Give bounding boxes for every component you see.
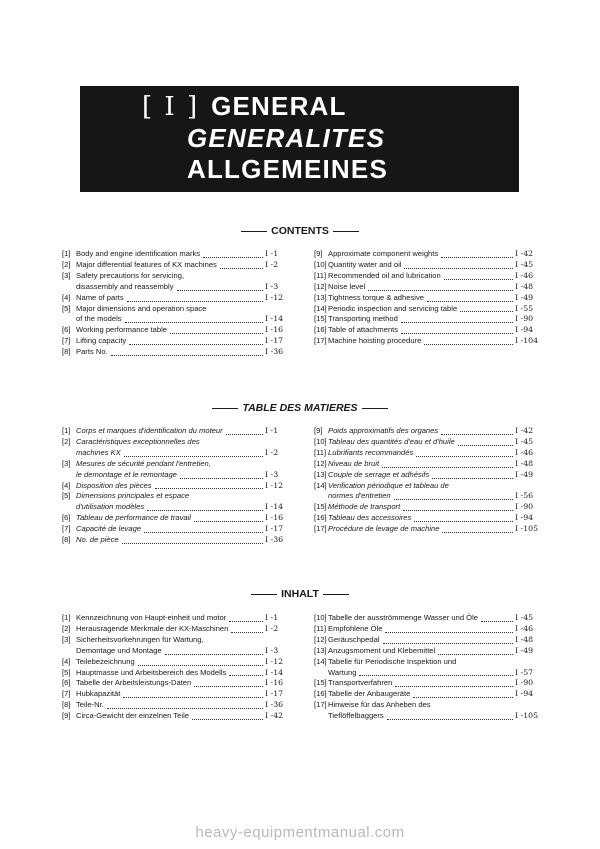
toc-entry-title: Niveau de bruit xyxy=(328,458,380,468)
toc-entry xyxy=(62,293,292,304)
toc-entry-number: [1] xyxy=(62,249,71,258)
toc-entry xyxy=(314,513,542,524)
toc-entry-number: [14] xyxy=(314,480,327,490)
toc-entry-page: I -2 xyxy=(265,623,279,633)
toc-entry-number: [4] xyxy=(62,480,71,490)
toc-entry-number: [2] xyxy=(62,623,71,633)
leader-dots xyxy=(170,332,263,334)
leader-dots xyxy=(144,531,263,533)
leader-dots xyxy=(192,718,263,720)
table-des-matieres-left-column xyxy=(62,426,292,546)
leader-dots xyxy=(177,289,264,291)
leader-dots xyxy=(460,310,513,312)
toc-entry-page: I -1 xyxy=(265,249,279,258)
toc-entry xyxy=(62,678,292,689)
toc-entry-number: [5] xyxy=(62,491,71,501)
leader-dots xyxy=(432,477,513,479)
toc-entry-number: [15] xyxy=(314,314,327,324)
toc-entry xyxy=(62,336,292,347)
toc-entry-page: I -48 xyxy=(515,634,534,644)
toc-entry xyxy=(314,282,542,293)
toc-entry-title: Tieflöffelbaggers xyxy=(328,711,384,721)
toc-entry xyxy=(314,711,542,722)
toc-entry xyxy=(62,524,292,535)
toc-entry-number: [9] xyxy=(314,426,323,435)
toc-entry-number: [6] xyxy=(62,513,71,523)
toc-entry-number: [14] xyxy=(314,656,327,666)
leader-dots xyxy=(229,620,263,622)
toc-entry-number: [6] xyxy=(62,678,71,688)
toc-entry-title: Disposition des pièces xyxy=(76,480,152,490)
toc-entry xyxy=(62,635,292,646)
toc-entry-number: [8] xyxy=(62,700,71,710)
leader-dots xyxy=(229,674,263,676)
leader-dots xyxy=(427,300,513,302)
toc-entry-page: I -57 xyxy=(515,667,534,677)
toc-entry-page: I -17 xyxy=(265,336,284,346)
toc-entry xyxy=(314,524,542,535)
toc-entry-title: Anzugsmoment und Klebemittel xyxy=(328,645,436,655)
toc-entry-title: Teilebezeichnung xyxy=(76,656,135,666)
toc-entry-page: I -1 xyxy=(265,426,279,435)
toc-entry-page: I -90 xyxy=(515,678,534,688)
banner-line-english xyxy=(142,91,519,123)
toc-entry xyxy=(62,502,292,513)
leader-dots xyxy=(382,466,513,468)
toc-entry xyxy=(314,668,542,679)
toc-entry xyxy=(62,448,292,459)
toc-entry xyxy=(314,260,542,271)
toc-entry-number: [9] xyxy=(314,249,323,258)
toc-entry xyxy=(314,336,542,347)
chapter-banner xyxy=(80,86,519,192)
toc-entry-title: Transportverfahren xyxy=(328,678,393,688)
toc-entry xyxy=(62,624,292,635)
leader-dots xyxy=(129,343,263,345)
leader-dots xyxy=(124,455,263,457)
leader-dots xyxy=(444,278,513,280)
toc-entry xyxy=(314,678,542,689)
leader-dots xyxy=(404,267,513,269)
leader-dots xyxy=(401,321,513,323)
leader-dots xyxy=(424,343,513,345)
toc-entry-number: [6] xyxy=(62,325,71,335)
toc-entry xyxy=(62,260,292,271)
toc-entry-title: Caractéristiques exceptionnelles des xyxy=(76,436,200,446)
toc-entry-number: [11] xyxy=(314,270,327,280)
toc-entry-number: [8] xyxy=(62,535,71,545)
toc-entry xyxy=(314,470,542,481)
toc-entry-number: [5] xyxy=(62,667,71,677)
toc-entry-number: [3] xyxy=(62,270,71,280)
toc-entry xyxy=(314,249,542,260)
toc-entry-page: I -90 xyxy=(515,502,534,512)
leader-dots xyxy=(441,256,513,258)
toc-entry-title: Kennzeichnung von Haupt-einheit und motor xyxy=(76,613,227,622)
toc-entry-title: Periodic inspection and servicing table xyxy=(328,303,458,313)
toc-entry-number: [10] xyxy=(314,613,327,622)
toc-entry-page: I -16 xyxy=(265,513,284,523)
leader-dots xyxy=(368,289,513,291)
toc-entry-title: disassembly and reassembly xyxy=(76,281,174,291)
leader-dots xyxy=(401,332,513,334)
leader-dots xyxy=(383,642,513,644)
toc-entry xyxy=(314,700,542,711)
leader-dots xyxy=(413,696,513,698)
toc-entry-number: [12] xyxy=(314,458,327,468)
toc-entry-number: [11] xyxy=(314,447,327,457)
leader-dots xyxy=(123,696,263,698)
toc-entry xyxy=(62,657,292,668)
leader-dots xyxy=(122,542,263,544)
toc-entry xyxy=(62,689,292,700)
toc-entry-number: [12] xyxy=(314,634,327,644)
toc-entry-number: [16] xyxy=(314,513,327,523)
toc-entry-title: Poids approximatifs des organes xyxy=(328,426,439,435)
toc-entry-title: Approximate component weights xyxy=(328,249,439,258)
toc-entry-page: I -105 xyxy=(515,524,539,534)
toc-entry-title: Tabelle der Arbeitsleistungs-Daten xyxy=(76,678,192,688)
toc-entry xyxy=(62,304,292,315)
toc-entry xyxy=(314,293,542,304)
toc-entry-page: I -12 xyxy=(265,292,284,302)
toc-entry-number: [15] xyxy=(314,502,327,512)
toc-entry-title: Mesures de sécurité pendant l'entretien, xyxy=(76,458,211,468)
toc-entry-title: Tableau des quantités d'eau et d'huile xyxy=(328,436,455,446)
toc-entry-page: I -94 xyxy=(515,325,534,335)
toc-entry xyxy=(314,613,542,624)
toc-entry-title: Body and engine identification marks xyxy=(76,249,201,258)
toc-entry-number: [13] xyxy=(314,645,327,655)
toc-entry-title: Demontage und Montage xyxy=(76,645,162,655)
toc-entry-page: I -42 xyxy=(265,711,284,721)
banner-title-english: GENERAL xyxy=(211,91,347,121)
toc-entry-title: Corps et marques d'identification du moteur xyxy=(76,426,223,435)
toc-entry-page: I -17 xyxy=(265,524,284,534)
toc-entry-number: [7] xyxy=(62,336,71,346)
toc-entry-page: I -45 xyxy=(515,436,534,446)
toc-entry-title: Procédure de levage de machine xyxy=(328,524,440,534)
toc-entry xyxy=(62,426,292,437)
leader-dots xyxy=(165,653,263,655)
leader-dots xyxy=(387,718,513,720)
toc-entry-title: Tabelle der Anbaugeräte xyxy=(328,689,411,699)
toc-entry-page: I -17 xyxy=(265,689,284,699)
toc-entry-title: Hubkapazität xyxy=(76,689,121,699)
toc-entry-title: Major differential features of KX machines xyxy=(76,259,217,269)
banner-title-german: ALLGEMEINES xyxy=(187,154,388,184)
toc-entry xyxy=(314,325,542,336)
toc-entry-page: I -36 xyxy=(265,535,284,545)
toc-entry xyxy=(314,437,542,448)
toc-entry-title: Quantity water and oil xyxy=(328,259,402,269)
toc-entry-title: Tabelle für Periodische Inspektion und xyxy=(328,656,457,666)
toc-entry xyxy=(314,448,542,459)
toc-entry-page: I -42 xyxy=(515,426,534,435)
toc-entry xyxy=(62,249,292,260)
table-des-matieres-heading: TABLE DES MATIERES xyxy=(0,402,600,414)
toc-entry xyxy=(314,314,542,325)
leader-dots xyxy=(394,498,513,500)
leader-dots xyxy=(180,477,263,479)
toc-entry xyxy=(62,437,292,448)
toc-entry-number: [17] xyxy=(314,524,327,534)
toc-entry-number: [7] xyxy=(62,524,71,534)
toc-entry-title: Teile-Nr. xyxy=(76,700,104,710)
toc-entry-number: [15] xyxy=(314,678,327,688)
toc-entry-title: Machine hoisting procedure xyxy=(328,336,422,346)
toc-entry-title: Circa-Gewicht der einzelnen Teile xyxy=(76,711,189,721)
toc-entry-number: [2] xyxy=(62,436,71,446)
toc-entry-title: Major dimensions and operation space xyxy=(76,303,207,313)
toc-entry-title: Table of attachments xyxy=(328,325,399,335)
toc-entry xyxy=(314,502,542,513)
toc-entry-title: Empfohlene Öle xyxy=(328,623,383,633)
toc-entry xyxy=(314,657,542,668)
leader-dots xyxy=(231,631,263,633)
toc-entry-page: I -46 xyxy=(515,270,534,280)
leader-dots xyxy=(414,520,513,522)
leader-dots xyxy=(442,531,513,533)
toc-entry-title: Parts No. xyxy=(76,347,108,357)
toc-entry-number: [5] xyxy=(62,303,71,313)
toc-entry-title: Transporting method xyxy=(328,314,398,324)
toc-entry-page: I -2 xyxy=(265,259,279,269)
toc-entry-number: [7] xyxy=(62,689,71,699)
toc-entry-number: [11] xyxy=(314,623,327,633)
toc-entry-title: Verification périodique et tableau de xyxy=(328,480,449,490)
toc-entry-page: I -16 xyxy=(265,678,284,688)
toc-entry-page: I -94 xyxy=(515,513,534,523)
toc-entry-title: machines KX xyxy=(76,447,121,457)
toc-entry-page: I -49 xyxy=(515,645,534,655)
toc-entry-title: le demontage et le remontage xyxy=(76,469,177,479)
toc-entry-title: Lifting capacity xyxy=(76,336,127,346)
toc-entry-page: I -3 xyxy=(265,281,279,291)
toc-entry xyxy=(314,491,542,502)
toc-entry-title: Name of parts xyxy=(76,292,124,302)
chapter-number: [ I ] xyxy=(142,92,200,122)
leader-dots xyxy=(458,444,513,446)
toc-entry-number: [10] xyxy=(314,436,327,446)
footer-watermark: heavy-equipmentmanual.com xyxy=(195,824,405,841)
toc-entry-title: Hauptmasse und Arbeitsbereich des Modells xyxy=(76,667,227,677)
toc-entry-number: [1] xyxy=(62,426,71,435)
inhalt-left-column xyxy=(62,613,292,722)
leader-dots xyxy=(403,509,513,511)
toc-entry-page: I -14 xyxy=(265,667,284,677)
toc-entry-title: Tightness torque & adhesive xyxy=(328,292,424,302)
toc-entry-number: [13] xyxy=(314,292,327,302)
toc-entry-page: I -56 xyxy=(515,491,534,501)
toc-entry-page: I -1 xyxy=(265,613,279,622)
toc-entry-number: [12] xyxy=(314,281,327,291)
toc-entry-page: I -49 xyxy=(515,469,534,479)
toc-entry-page: I -94 xyxy=(515,689,534,699)
toc-entry xyxy=(314,646,542,657)
toc-entry xyxy=(62,325,292,336)
toc-entry xyxy=(314,481,542,492)
toc-entry-number: [17] xyxy=(314,336,327,346)
leader-dots xyxy=(107,707,263,709)
toc-entry-title: Sicherheitsvorkehrungen für Wartung, xyxy=(76,634,204,644)
toc-entry-page: I -105 xyxy=(515,711,539,721)
toc-entry xyxy=(314,426,542,437)
toc-entry xyxy=(62,513,292,524)
toc-entry-page: I -45 xyxy=(515,613,534,622)
toc-entry-number: [13] xyxy=(314,469,327,479)
toc-entry xyxy=(62,613,292,624)
leader-dots xyxy=(416,455,513,457)
toc-entry-title: Dimensions principales et espace xyxy=(76,491,190,501)
toc-entry-page: I -55 xyxy=(515,303,534,313)
toc-entry-title: normes d'entretien xyxy=(328,491,391,501)
toc-entry-title: Couple de serrage et adhésifs xyxy=(328,469,430,479)
banner-title-french: GENERALITES xyxy=(187,123,386,153)
toc-entry-number: [8] xyxy=(62,347,71,357)
toc-entry xyxy=(62,700,292,711)
toc-entry-page: I -36 xyxy=(265,700,284,710)
toc-entry-title: Tabelle der ausströmmenge Wasser und Öle xyxy=(328,613,478,622)
toc-entry-page: I -12 xyxy=(265,656,284,666)
toc-entry-number: [9] xyxy=(62,711,71,721)
toc-entry xyxy=(62,535,292,546)
leader-dots xyxy=(111,354,263,356)
contents-right-column xyxy=(314,249,542,347)
toc-entry-page: I -48 xyxy=(515,458,534,468)
leader-dots xyxy=(359,674,513,676)
inhalt-right-column xyxy=(314,613,542,722)
toc-entry xyxy=(62,711,292,722)
toc-entry-page: I -14 xyxy=(265,502,284,512)
inhalt-heading: INHALT xyxy=(0,588,600,600)
toc-entry-title: Capacité de levage xyxy=(76,524,142,534)
toc-entry-page: I -46 xyxy=(515,623,534,633)
toc-entry-page: I -3 xyxy=(265,469,279,479)
toc-entry xyxy=(314,459,542,470)
toc-entry-title: Wartung xyxy=(328,667,357,677)
toc-entry-title: Noise level xyxy=(328,281,366,291)
toc-entry xyxy=(62,347,292,358)
toc-entry-page: I -3 xyxy=(265,645,279,655)
toc-entry-title: No. de pièce xyxy=(76,535,119,545)
toc-entry-number: [3] xyxy=(62,458,71,468)
toc-entry-title: Méthode de transport xyxy=(328,502,401,512)
leader-dots xyxy=(481,620,513,622)
toc-entry-title: Lubrifiants recommandés xyxy=(328,447,414,457)
toc-entry xyxy=(314,304,542,315)
toc-entry xyxy=(62,668,292,679)
leader-dots xyxy=(125,321,263,323)
leader-dots xyxy=(441,433,513,435)
toc-entry-page: I -42 xyxy=(515,249,534,258)
toc-entry-number: [3] xyxy=(62,634,71,644)
toc-entry-number: [16] xyxy=(314,325,327,335)
toc-entry-title: of the models xyxy=(76,314,122,324)
toc-entry xyxy=(314,624,542,635)
toc-entry-page: I -2 xyxy=(265,447,279,457)
toc-entry-page: I -104 xyxy=(515,336,539,346)
toc-entry xyxy=(62,491,292,502)
toc-entry-page: I -12 xyxy=(265,480,284,490)
toc-entry-title: Tableau des accessoires xyxy=(328,513,412,523)
toc-entry-title: Geräuschpedal xyxy=(328,634,380,644)
toc-entry-page: I -45 xyxy=(515,259,534,269)
leader-dots xyxy=(395,685,513,687)
toc-entry-number: [4] xyxy=(62,292,71,302)
toc-entry-number: [1] xyxy=(62,613,71,622)
toc-entry-number: [14] xyxy=(314,303,327,313)
toc-entry-page: I -48 xyxy=(515,281,534,291)
contents-heading: CONTENTS xyxy=(0,225,600,237)
contents-left-column xyxy=(62,249,292,358)
toc-entry-page: I -46 xyxy=(515,447,534,457)
toc-entry-title: Safety precautions for servicing, xyxy=(76,270,185,280)
toc-entry-number: [2] xyxy=(62,259,71,269)
toc-entry-number: [17] xyxy=(314,700,327,710)
toc-entry xyxy=(62,271,292,282)
toc-entry-title: Tableau de performance de travail xyxy=(76,513,191,523)
leader-dots xyxy=(438,653,513,655)
toc-entry xyxy=(62,314,292,325)
toc-entry xyxy=(62,470,292,481)
toc-entry-page: I -14 xyxy=(265,314,284,324)
toc-entry-page: I -90 xyxy=(515,314,534,324)
toc-entry-number: [10] xyxy=(314,259,327,269)
leader-dots xyxy=(155,487,263,489)
leader-dots xyxy=(226,433,263,435)
toc-entry xyxy=(62,459,292,470)
toc-entry-title: d'utilisation modèles xyxy=(76,502,145,512)
toc-entry xyxy=(314,635,542,646)
toc-entry xyxy=(62,481,292,492)
toc-entry xyxy=(62,646,292,657)
toc-entry-title: Herausragende Merkmale der KX-Maschinen xyxy=(76,623,229,633)
leader-dots xyxy=(203,256,263,258)
toc-entry-number: [4] xyxy=(62,656,71,666)
toc-entry xyxy=(314,689,542,700)
leader-dots xyxy=(127,300,263,302)
leader-dots xyxy=(385,631,513,633)
toc-entry-title: Recommended oil and lubrication xyxy=(328,270,441,280)
toc-entry-page: I -49 xyxy=(515,292,534,302)
leader-dots xyxy=(194,685,263,687)
toc-entry-page: I -36 xyxy=(265,347,284,357)
leader-dots xyxy=(138,664,263,666)
table-des-matieres-right-column xyxy=(314,426,542,535)
toc-entry-title: Working performance table xyxy=(76,325,168,335)
toc-entry-number: [16] xyxy=(314,689,327,699)
leader-dots xyxy=(194,520,263,522)
leader-dots xyxy=(220,267,263,269)
toc-entry-page: I -16 xyxy=(265,325,284,335)
toc-entry-title: Hinweise für das Anheben des xyxy=(328,700,431,710)
toc-entry xyxy=(62,282,292,293)
toc-entry xyxy=(314,271,542,282)
leader-dots xyxy=(147,509,263,511)
